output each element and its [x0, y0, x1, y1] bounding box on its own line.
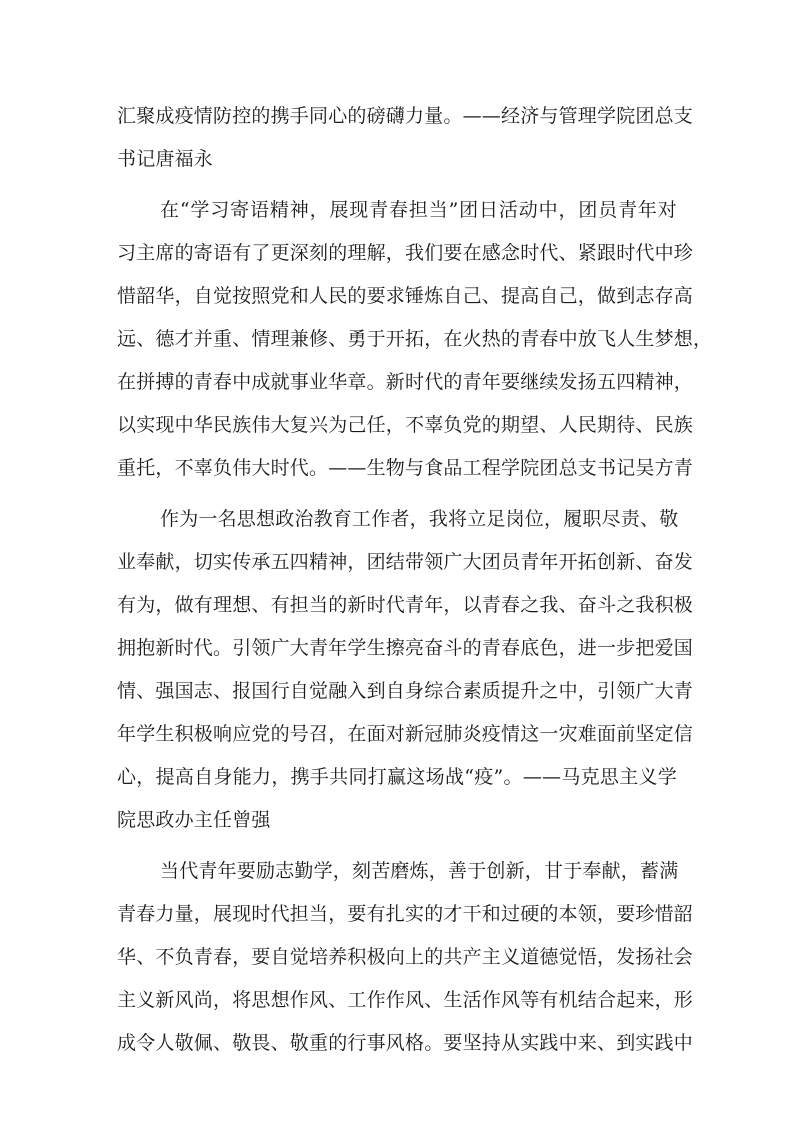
text-line: 习主席的寄语有了更深刻的理解，我们要在感念时代、紧跟时代中珍: [117, 242, 694, 264]
text-line: 年学生积极响应党的号召，在面对新冠肺炎疫情这一灾难面前坚定信: [117, 723, 694, 745]
text-line: 远、德才并重、情理兼修、勇于开拓，在火热的青春中放飞人生梦想，: [117, 328, 713, 350]
text-line: 院思政办主任曾强: [117, 809, 271, 831]
text-line: 在“学习寄语精神，展现青春担当”团日活动中，团员青年对: [160, 199, 677, 221]
text-line: 汇聚成疫情防控的携手同心的磅礴力量。——经济与管理学院团总支: [117, 105, 694, 127]
text-line: 成令人敬佩、敬畏、敬重的行事风格。要坚持从实践中来、到实践中: [117, 1032, 694, 1054]
text-line: 惜韶华，自觉按照党和人民的要求锤炼自己、提高自己，做到志存高: [117, 285, 694, 307]
text-line: 有为，做有理想、有担当的新时代青年，以青春之我、奋斗之我积极: [117, 594, 694, 616]
text-line: 情、强国志、报国行自觉融入到自身综合素质提升之中，引领广大青: [117, 680, 694, 702]
text-line: 心，提高自身能力，携手共同打赢这场战“疫”。——马克思主义学: [117, 766, 677, 788]
text-line: 书记唐福永: [117, 148, 214, 170]
text-line: 当代青年要励志勤学，刻苦磨炼，善于创新，甘于奉献，蓄满: [160, 860, 679, 882]
text-line: 在拼搏的青春中成就事业华章。新时代的青年要继续发扬五四精神，: [117, 371, 694, 393]
text-line: 拥抱新时代。引领广大青年学生擦亮奋斗的青春底色，进一步把爱国: [117, 637, 694, 659]
text-line: 以实现中华民族伟大复兴为己任，不辜负党的期望、人民期待、民族: [117, 414, 694, 436]
text-line: 重托，不辜负伟大时代。——生物与食品工程学院团总支书记吴方青: [117, 457, 694, 479]
text-line: 青春力量，展现时代担当，要有扎实的才干和过硬的本领，要珍惜韶: [117, 903, 694, 925]
text-line: 华、不负青春，要自觉培养积极向上的共产主义道德觉悟，发扬社会: [117, 946, 694, 968]
text-line: 主义新风尚，将思想作风、工作作风、生活作风等有机结合起来，形: [117, 989, 694, 1011]
text-line: 业奉献，切实传承五四精神，团结带领广大团员青年开拓创新、奋发: [117, 551, 694, 573]
text-line: 作为一名思想政治教育工作者，我将立足岗位，履职尽责、敬: [160, 508, 679, 530]
